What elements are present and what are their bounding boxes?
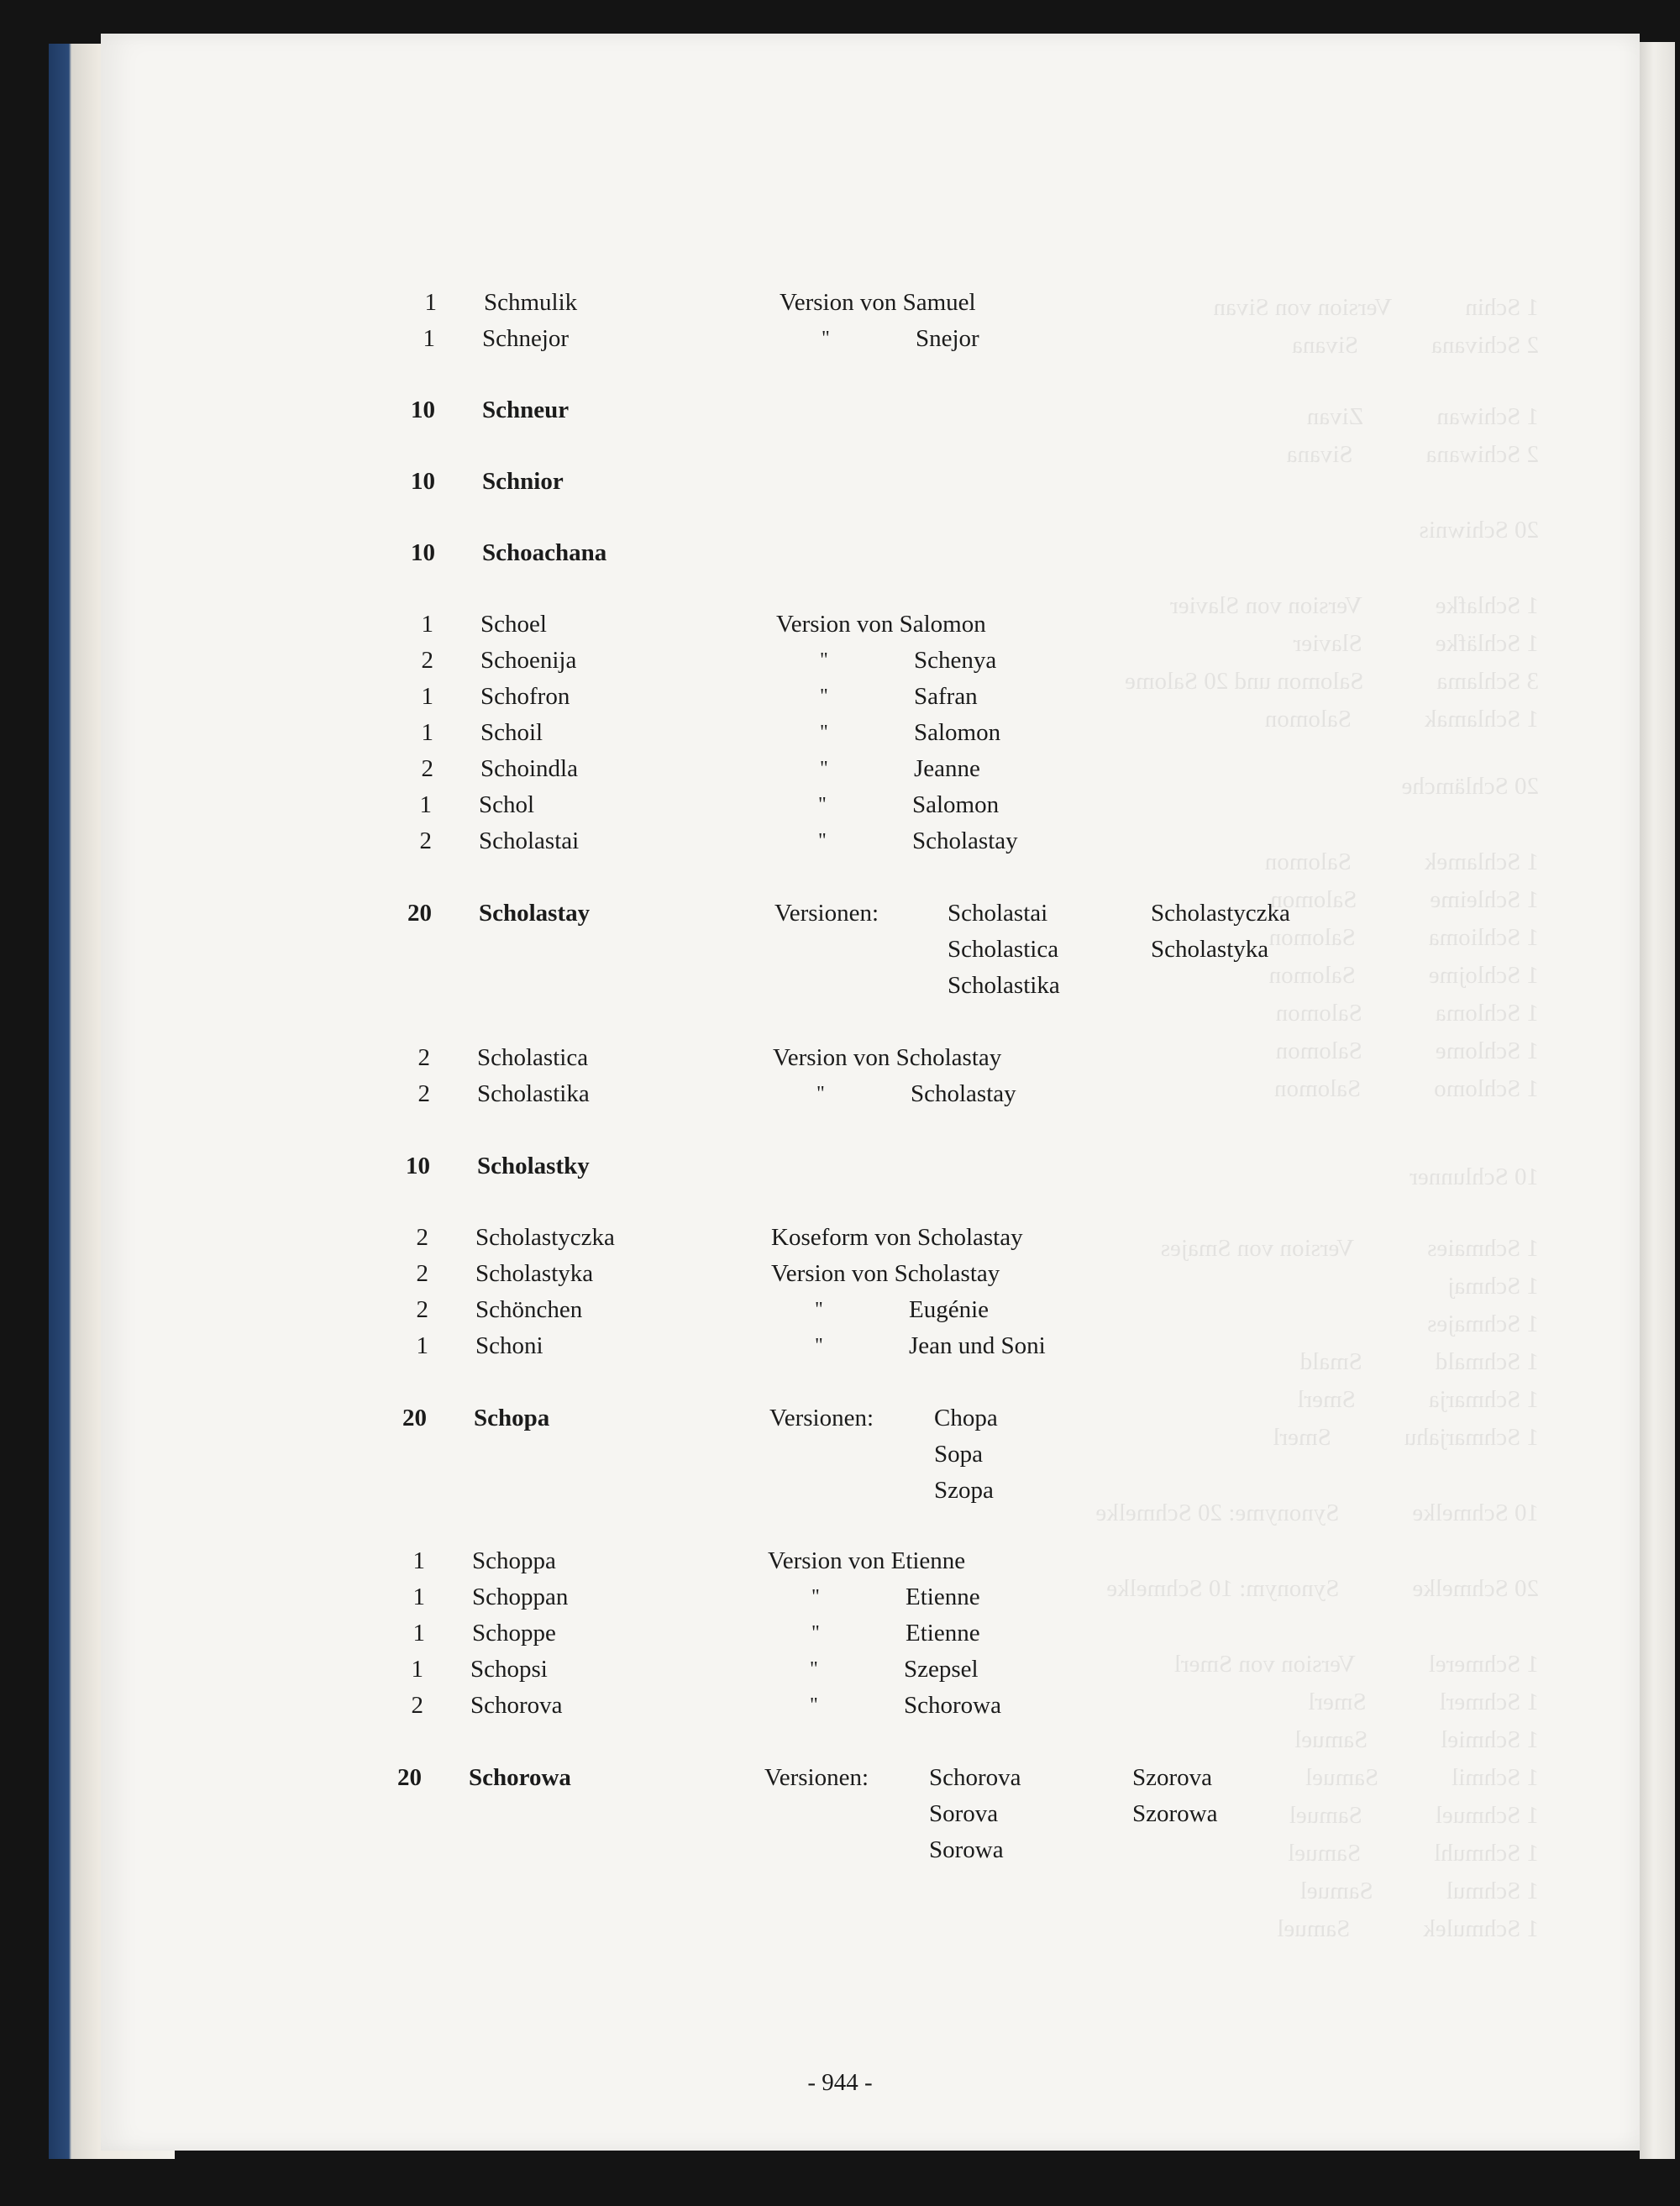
entry-description: Version von Scholastay xyxy=(771,1260,1000,1287)
entry-name: Schoppe xyxy=(472,1620,556,1647)
entry-description: Version von Salomon xyxy=(776,611,986,638)
entry-count: 1 xyxy=(423,325,435,352)
entry-reference: Snejor xyxy=(916,325,979,352)
entry-count: 1 xyxy=(419,791,432,818)
entry-count: 1 xyxy=(412,1547,425,1574)
version-name: Scholastai xyxy=(948,900,1048,927)
entry-reference: Szepsel xyxy=(904,1656,979,1683)
ditto-mark: " xyxy=(820,758,828,780)
entry-row xyxy=(0,393,1680,427)
entry-reference: Jeanne xyxy=(914,755,980,782)
version-name: Chopa xyxy=(934,1405,998,1431)
entry-reference: Salomon xyxy=(914,719,1001,746)
entry-name: Schnejor xyxy=(482,325,570,352)
entry-name: Schoil xyxy=(480,719,543,746)
entry-count: 1 xyxy=(421,611,433,638)
entry-count: 1 xyxy=(421,719,433,746)
ditto-mark: " xyxy=(815,1335,823,1357)
ditto-mark: " xyxy=(818,830,827,852)
ditto-mark: " xyxy=(820,722,828,743)
ditto-mark: " xyxy=(822,328,830,349)
entry-reference: Etienne xyxy=(906,1620,980,1647)
entry-name: Schorowa xyxy=(469,1764,571,1791)
entry-count: 20 xyxy=(402,1405,427,1431)
entry-row xyxy=(0,1077,1680,1111)
entry-row xyxy=(0,1329,1680,1363)
entry-row xyxy=(0,607,1680,641)
version-name: Szopa xyxy=(934,1477,994,1504)
entry-reference: Schenya xyxy=(914,647,997,674)
entry-count: 20 xyxy=(397,1764,422,1791)
entry-reference: Eugénie xyxy=(909,1296,990,1323)
entry-row xyxy=(0,1580,1680,1614)
entry-count: 2 xyxy=(417,1080,430,1107)
entry-name: Scholastky xyxy=(477,1153,590,1179)
entry-row xyxy=(0,1401,1680,1504)
ditto-mark: " xyxy=(811,1622,820,1644)
entry-description: Version von Etienne xyxy=(768,1547,966,1574)
entry-row xyxy=(0,286,1680,319)
entry-count: 1 xyxy=(412,1584,425,1610)
entry-row xyxy=(0,1257,1680,1290)
entry-row xyxy=(0,1652,1680,1686)
entry-count: 2 xyxy=(419,827,432,854)
entry-name: Scholastay xyxy=(479,900,591,927)
entry-row xyxy=(0,643,1680,677)
entry-reference: Salomon xyxy=(912,791,1000,818)
entry-row xyxy=(0,1293,1680,1326)
ditto-mark: " xyxy=(810,1658,818,1680)
entry-name: Schoindla xyxy=(480,755,578,782)
entry-reference: Schorowa xyxy=(904,1692,1001,1719)
entry-row xyxy=(0,465,1680,498)
version-name: Schorova xyxy=(929,1764,1021,1791)
entry-name: Scholastyka xyxy=(475,1260,594,1287)
entry-name: Schopa xyxy=(474,1405,550,1431)
ditto-mark: " xyxy=(810,1694,818,1716)
page-number: - 944 - xyxy=(807,2069,873,2096)
entry-description: Version von Scholastay xyxy=(773,1044,1002,1071)
entry-name: Scholastai xyxy=(479,827,580,854)
entry-name: Schoppa xyxy=(472,1547,556,1574)
version-name: Scholastyczka xyxy=(1151,900,1290,927)
entry-name: Schoenija xyxy=(480,647,577,674)
entry-name: Schneur xyxy=(482,397,570,423)
entry-count: 10 xyxy=(411,539,435,566)
entry-count: 10 xyxy=(406,1153,430,1179)
version-name: Scholastica xyxy=(948,936,1059,963)
entry-count: 10 xyxy=(411,397,435,423)
ditto-mark: " xyxy=(815,1299,823,1321)
entry-name: Schofron xyxy=(480,683,570,710)
entry-count: 2 xyxy=(416,1260,428,1287)
entry-count: 20 xyxy=(407,900,432,927)
entry-row xyxy=(0,824,1680,858)
entry-row xyxy=(0,1544,1680,1578)
entry-row xyxy=(0,1689,1680,1722)
entry-name: Schönchen xyxy=(475,1296,583,1323)
entry-reference: Scholastay xyxy=(911,1080,1016,1107)
version-name: Scholastika xyxy=(948,972,1060,999)
version-name: Szorowa xyxy=(1132,1800,1218,1827)
entry-name: Schoppan xyxy=(472,1584,569,1610)
entry-description: Koseform von Scholastay xyxy=(771,1224,1023,1251)
entry-name: Schoni xyxy=(475,1332,543,1359)
entry-name: Schopsi xyxy=(470,1656,548,1683)
entry-row xyxy=(0,788,1680,822)
entry-count: 1 xyxy=(424,289,437,316)
entry-row xyxy=(0,1221,1680,1254)
entry-name: Schol xyxy=(479,791,535,818)
entry-row xyxy=(0,680,1680,713)
entry-count: 2 xyxy=(417,1044,430,1071)
entry-name: Scholastika xyxy=(477,1080,590,1107)
version-name: Sorova xyxy=(929,1800,999,1827)
version-name: Scholastyka xyxy=(1151,936,1269,963)
entry-count: 10 xyxy=(411,468,435,495)
entry-row xyxy=(0,896,1680,999)
entry-name: Schoachana xyxy=(482,539,607,566)
entry-name: Scholastica xyxy=(477,1044,589,1071)
entry-row xyxy=(0,536,1680,570)
entry-name: Schnior xyxy=(482,468,564,495)
entry-name: Schmulik xyxy=(484,289,578,316)
entry-reference: Safran xyxy=(914,683,978,710)
entry-row xyxy=(0,716,1680,749)
entry-count: 2 xyxy=(421,755,433,782)
version-name: Sopa xyxy=(934,1441,983,1468)
version-name: Szorova xyxy=(1132,1764,1213,1791)
entry-count: 2 xyxy=(411,1692,423,1719)
entry-count: 1 xyxy=(416,1332,428,1359)
entry-description: Version von Samuel xyxy=(780,289,976,316)
ditto-mark: " xyxy=(818,794,827,816)
entry-description: Versionen: xyxy=(769,1405,874,1431)
entry-name: Scholastyczka xyxy=(475,1224,615,1251)
entry-count: 1 xyxy=(411,1656,423,1683)
entry-count: 1 xyxy=(412,1620,425,1647)
entry-row xyxy=(0,1761,1680,1863)
entry-row xyxy=(0,1149,1680,1183)
entry-name: Schorova xyxy=(470,1692,563,1719)
entry-description: Versionen: xyxy=(774,900,879,927)
entry-count: 1 xyxy=(421,683,433,710)
entry-reference: Scholastay xyxy=(912,827,1018,854)
version-name: Sorowa xyxy=(929,1836,1004,1863)
entry-row xyxy=(0,752,1680,785)
entry-row xyxy=(0,1616,1680,1650)
ditto-mark: " xyxy=(820,685,828,707)
entry-row xyxy=(0,1041,1680,1074)
entry-count: 2 xyxy=(421,647,433,674)
entry-reference: Jean und Soni xyxy=(909,1332,1046,1359)
entry-count: 2 xyxy=(416,1296,428,1323)
entry-name: Schoel xyxy=(480,611,547,638)
entry-row xyxy=(0,322,1680,355)
ditto-mark: " xyxy=(816,1083,825,1105)
entry-description: Versionen: xyxy=(764,1764,869,1791)
entry-reference: Etienne xyxy=(906,1584,980,1610)
ditto-mark: " xyxy=(811,1586,820,1608)
ditto-mark: " xyxy=(820,649,828,671)
entry-count: 2 xyxy=(416,1224,428,1251)
